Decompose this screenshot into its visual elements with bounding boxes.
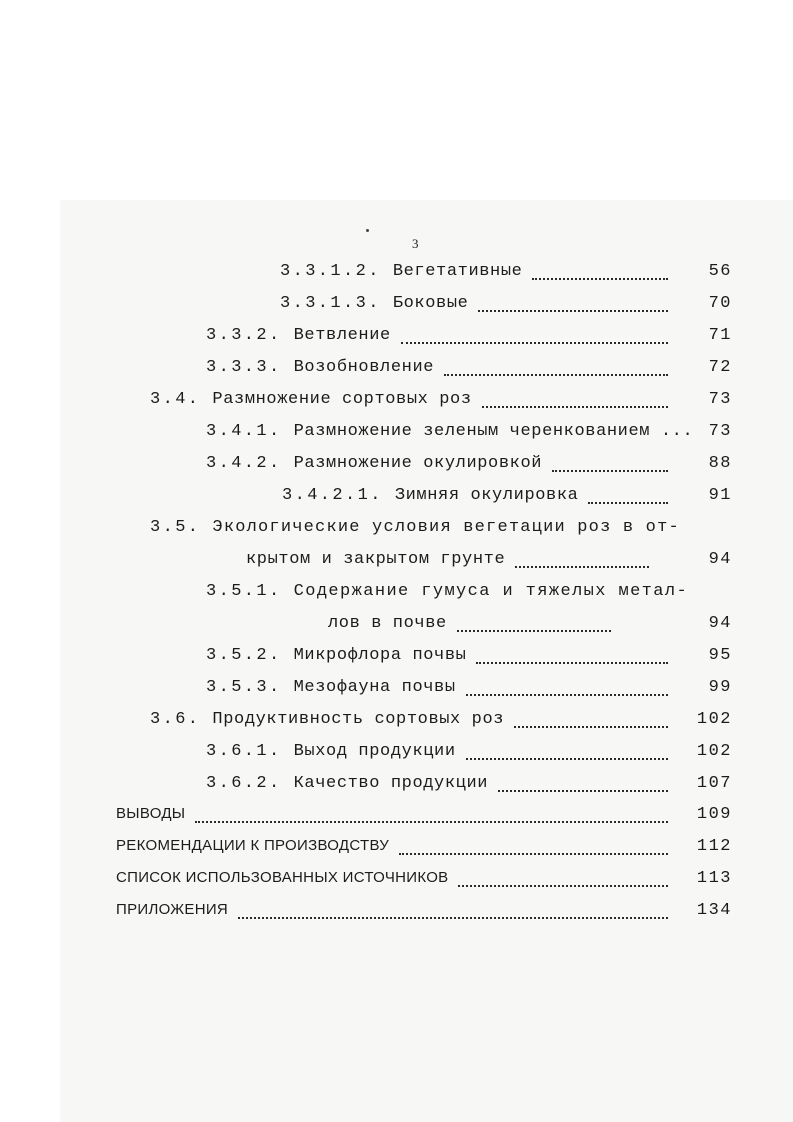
toc-entry-number: 3.6. bbox=[150, 710, 201, 729]
toc-leader bbox=[498, 788, 668, 792]
toc-leader bbox=[401, 340, 668, 344]
toc-entry-title: Продуктивность сортовых роз bbox=[212, 710, 505, 729]
toc-entry bbox=[206, 742, 672, 766]
toc-entry bbox=[206, 422, 694, 446]
toc-entry-number: 3.5.2. bbox=[206, 646, 282, 665]
toc-entry-number: 3.4.1. bbox=[206, 422, 282, 441]
toc-entry-title-continued: крытом и закрытом грунте bbox=[246, 550, 506, 569]
toc-entry-number: 3.4.2.1. bbox=[282, 486, 383, 505]
toc-entry bbox=[206, 646, 672, 670]
toc-entry-page: 102 bbox=[696, 710, 732, 729]
toc-entry bbox=[116, 869, 672, 893]
toc-entry-title: Микрофлора почвы bbox=[293, 646, 467, 665]
toc-leader bbox=[195, 819, 668, 823]
toc-entry bbox=[280, 294, 672, 318]
toc-entry-page: 94 bbox=[708, 614, 732, 633]
toc-leader bbox=[552, 468, 668, 472]
toc-entry-page: 71 bbox=[708, 326, 732, 345]
toc-entry-number: 3.5. bbox=[150, 518, 201, 537]
toc-entry-title: РЕКОМЕНДАЦИИ К ПРОИЗВОДСТВУ bbox=[116, 837, 390, 854]
toc-entry-page: 95 bbox=[708, 646, 732, 665]
toc-entry-title: Экологические условия вегетации роз в от- bbox=[212, 518, 680, 537]
toc-entry-number: 3.6.2. bbox=[206, 774, 282, 793]
toc-entry-page: 56 bbox=[708, 262, 732, 281]
toc-leader bbox=[466, 756, 668, 760]
toc-entry-number: 3.4.2. bbox=[206, 454, 282, 473]
toc-entry-title: ПРИЛОЖЕНИЯ bbox=[116, 901, 229, 918]
toc-leader bbox=[457, 628, 611, 632]
toc-entry-page: 94 bbox=[708, 550, 732, 569]
toc-entry-page: 112 bbox=[696, 837, 732, 856]
toc-entry bbox=[150, 390, 672, 414]
toc-entry-continuation bbox=[328, 614, 615, 638]
toc-entry-title: Ветвление bbox=[293, 326, 391, 345]
toc-entry-page: 70 bbox=[708, 294, 732, 313]
toc-entry-title: Возобновление bbox=[293, 358, 435, 377]
toc-entry bbox=[206, 774, 672, 798]
toc-entry bbox=[116, 901, 672, 925]
toc-entry-continuation bbox=[246, 550, 653, 574]
toc-entry-number: 3.5.1. bbox=[206, 582, 282, 601]
toc-entry-page: 88 bbox=[708, 454, 732, 473]
toc-entry bbox=[206, 678, 672, 702]
toc-entry bbox=[206, 582, 689, 606]
toc-entry-title: Выход продукции bbox=[293, 742, 456, 761]
toc-entry-title: Вегетативные bbox=[392, 262, 523, 281]
toc-entry bbox=[280, 262, 672, 286]
toc-entry bbox=[282, 486, 672, 510]
toc-entry-number: 3.3.3. bbox=[206, 358, 282, 377]
toc-entry-number: 3.3.2. bbox=[206, 326, 282, 345]
toc-entry-number: 3.3.1.3. bbox=[280, 294, 381, 313]
toc-leader bbox=[458, 883, 668, 887]
toc-entry-title: Размножение окулировкой bbox=[293, 454, 543, 473]
toc-entry-page: 99 bbox=[708, 678, 732, 697]
toc-entry bbox=[150, 518, 693, 542]
toc-entry-page: 107 bbox=[696, 774, 732, 793]
toc-entry-title: Качество продукции bbox=[293, 774, 489, 793]
toc-leader bbox=[476, 660, 668, 664]
toc-leader bbox=[478, 308, 668, 312]
toc-entry-title: Мезофауна почвы bbox=[293, 678, 456, 697]
toc-entry-number: 3.4. bbox=[150, 390, 201, 409]
toc-entry bbox=[206, 326, 672, 350]
toc-leader bbox=[399, 851, 668, 855]
toc-entry-page: 134 bbox=[696, 901, 732, 920]
toc-entry bbox=[116, 837, 672, 861]
toc-leader bbox=[466, 692, 668, 696]
toc-leader bbox=[588, 500, 668, 504]
toc-leader bbox=[482, 404, 668, 408]
toc-entry-title-continued: лов в почве bbox=[328, 614, 447, 633]
toc-leader bbox=[532, 276, 668, 280]
toc-leader bbox=[514, 724, 668, 728]
toc-entry-title: ВЫВОДЫ bbox=[116, 805, 186, 822]
toc-entry-number: 3.6.1. bbox=[206, 742, 282, 761]
toc-entry bbox=[206, 358, 672, 382]
page-number: 3 bbox=[412, 236, 419, 251]
toc-entry-number: 3.3.1.2. bbox=[280, 262, 381, 281]
toc-entry-title: Размножение сортовых роз bbox=[212, 390, 472, 409]
toc-entry-title: Зимняя окулировка bbox=[394, 486, 579, 505]
toc-entry-title: СПИСОК ИСПОЛЬЗОВАННЫХ ИСТОЧНИКОВ bbox=[116, 869, 449, 886]
toc-entry-page: 113 bbox=[696, 869, 732, 888]
toc-entry bbox=[150, 710, 672, 734]
toc-entry-title: Размножение зеленым черенкованием ... bbox=[293, 422, 694, 441]
toc-entry-page: 73 bbox=[708, 390, 732, 409]
toc-leader bbox=[238, 915, 668, 919]
toc-entry-page: 72 bbox=[708, 358, 732, 377]
toc-entry-title: Содержание гумуса и тяжелых метал- bbox=[293, 582, 689, 601]
toc-leader bbox=[444, 372, 668, 376]
toc-entry-title: Боковые bbox=[392, 294, 469, 313]
toc-entry-page: 109 bbox=[696, 805, 732, 824]
toc-entry bbox=[116, 805, 672, 829]
toc-entry-page: 102 bbox=[696, 742, 732, 761]
toc-entry-number: 3.5.3. bbox=[206, 678, 282, 697]
toc-entry-page: 73 bbox=[708, 422, 732, 441]
toc-leader bbox=[515, 564, 649, 568]
toc-entry bbox=[206, 454, 672, 478]
toc-entry-page: 91 bbox=[708, 486, 732, 505]
